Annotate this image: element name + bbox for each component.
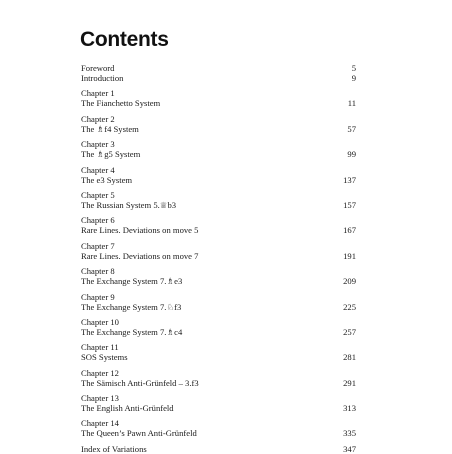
page-number: 209 — [343, 276, 356, 287]
entry-name: The ♗g5 System — [81, 149, 141, 160]
chapter-label: Chapter 4 — [81, 164, 115, 175]
toc-entry-chapter-8 — [81, 266, 356, 286]
toc-entry-introduction — [81, 73, 356, 83]
page-number: 5 — [351, 63, 356, 73]
toc-entry-chapter-5 — [81, 190, 356, 210]
entry-name: The Exchange System 7.♗c4 — [81, 326, 183, 337]
entry-name: SOS Systems — [81, 352, 128, 363]
page-number: 257 — [343, 326, 356, 337]
table-of-contents — [81, 63, 356, 454]
entry-name: Index of Variations — [81, 443, 147, 454]
page-number: 167 — [343, 225, 356, 236]
chapter-label: Chapter 12 — [81, 367, 119, 378]
toc-entry-chapter-12 — [81, 368, 356, 388]
entry-name: Rare Lines. Deviations on move 5 — [81, 225, 199, 236]
entry-name: Rare Lines. Deviations on move 7 — [81, 250, 199, 261]
chapter-label: Chapter 13 — [81, 393, 119, 404]
toc-entry-chapter-10 — [81, 317, 356, 337]
page-number: 225 — [343, 301, 356, 312]
page-number: 99 — [347, 149, 356, 160]
entry-name: The Fianchetto System — [81, 98, 161, 109]
page-number: 347 — [343, 443, 356, 454]
entry-name: The English Anti-Grünfeld — [81, 403, 174, 414]
chapter-label: Chapter 11 — [81, 342, 119, 353]
page-number: 137 — [343, 174, 356, 185]
toc-entry-foreword — [81, 63, 356, 73]
toc-entry-chapter-11 — [81, 342, 356, 362]
chapter-label: Chapter 1 — [81, 88, 115, 99]
entry-name: The Russian System 5.♕b3 — [81, 199, 177, 210]
entry-name: The ♗f4 System — [81, 123, 139, 134]
chapter-label: Chapter 14 — [81, 418, 119, 429]
page-number: 11 — [347, 98, 356, 109]
chapter-label: Chapter 9 — [81, 291, 115, 302]
page-number: 157 — [343, 199, 356, 210]
entry-name: The Queen’s Pawn Anti-Grünfeld — [81, 428, 197, 439]
page-number: 291 — [343, 377, 356, 388]
toc-entry-chapter-7 — [81, 241, 356, 261]
entry-name: Foreword — [81, 63, 115, 73]
chapter-label: Chapter 2 — [81, 113, 115, 124]
page-number: 191 — [343, 250, 356, 261]
toc-entry-chapter-2 — [81, 114, 356, 134]
toc-entry-chapter-6 — [81, 215, 356, 235]
chapter-label: Chapter 5 — [81, 189, 115, 200]
toc-entry-index-of-variations — [81, 444, 356, 454]
chapter-label: Chapter 3 — [81, 139, 115, 150]
page-number: 281 — [343, 352, 356, 363]
toc-entry-chapter-3 — [81, 139, 356, 159]
page-number: 313 — [343, 403, 356, 414]
toc-entry-chapter-13 — [81, 393, 356, 413]
entry-name: The e3 System — [81, 174, 133, 185]
page-number: 9 — [351, 73, 356, 83]
chapter-label: Chapter 10 — [81, 316, 119, 327]
chapter-label: Chapter 7 — [81, 240, 115, 251]
entry-name: The Exchange System 7.♘f3 — [81, 301, 182, 312]
chapter-label: Chapter 8 — [81, 266, 115, 277]
chapter-label: Chapter 6 — [81, 215, 115, 226]
toc-entry-chapter-9 — [81, 292, 356, 312]
page-number: 335 — [343, 428, 356, 439]
page-title: Contents — [80, 28, 169, 51]
toc-entry-chapter-4 — [81, 165, 356, 185]
entry-name: The Sämisch Anti-Grünfeld – 3.f3 — [81, 377, 199, 388]
entry-name: The Exchange System 7.♗e3 — [81, 276, 183, 287]
entry-name: Introduction — [81, 73, 124, 83]
toc-entry-chapter-1 — [81, 88, 356, 108]
toc-entry-chapter-14 — [81, 418, 356, 438]
page-number: 57 — [347, 123, 356, 134]
